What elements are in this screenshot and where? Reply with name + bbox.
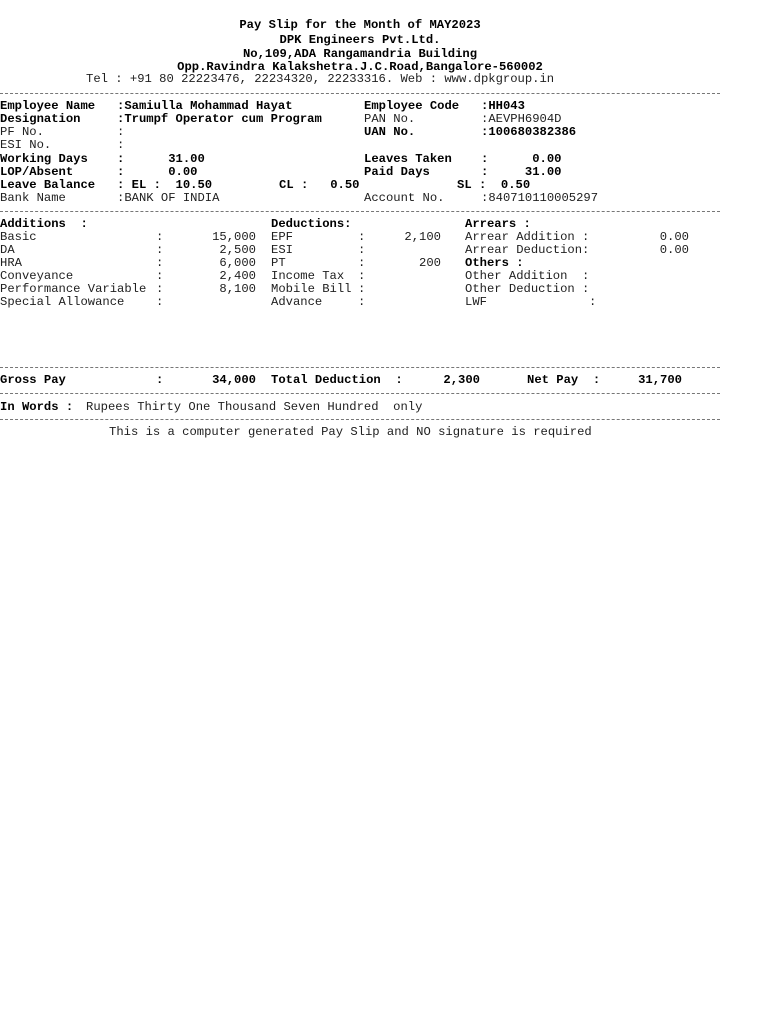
other-deduction-label: Other Deduction : xyxy=(465,282,590,296)
paid-days-label: Paid Days xyxy=(364,165,430,179)
divider xyxy=(0,393,720,394)
arrear-deduction-value: 0.00 xyxy=(659,243,689,257)
working-days-value: : 31.00 xyxy=(117,152,205,166)
cl-balance: CL : 0.50 xyxy=(279,178,360,192)
company-contact: Tel : +91 80 22223476, 22234320, 22233316. Web : www.dpkgroup.in xyxy=(86,72,555,86)
pf-value: : xyxy=(117,125,125,139)
addition-sep: : xyxy=(156,282,164,296)
company-address-line2: Opp.Ravindra Kalakshetra.J.C.Road,Bangalore-560002 xyxy=(177,60,543,74)
addition-label: HRA xyxy=(0,256,22,270)
account-no-value: :840710110005297 xyxy=(481,191,599,205)
footer-note: This is a computer generated Pay Slip and NO signature is required xyxy=(109,425,592,439)
addition-amount: 2,400 xyxy=(219,269,256,283)
uan-value: :100680382386 xyxy=(481,125,577,139)
addition-amount: 15,000 xyxy=(212,230,256,244)
bank-name-label: Bank Name xyxy=(0,191,66,205)
gross-pay-value: 34,000 xyxy=(212,373,256,387)
deduction-amount: 200 xyxy=(419,256,441,270)
deduction-sep: : xyxy=(358,243,366,257)
account-no-label: Account No. xyxy=(364,191,445,205)
deduction-sep: : xyxy=(358,230,366,244)
total-deduction-value: 2,300 xyxy=(443,373,480,387)
addition-sep: : xyxy=(156,269,164,283)
deduction-label: Income Tax xyxy=(271,269,345,283)
addition-label: Basic xyxy=(0,230,37,244)
pf-label: PF No. xyxy=(0,125,44,139)
designation-label: Designation xyxy=(0,112,81,126)
company-name: DPK Engineers Pvt.Ltd. xyxy=(279,33,441,47)
arrears-heading: Arrears : xyxy=(465,217,531,231)
additions-heading: Additions : xyxy=(0,217,88,231)
employee-code-label: Employee Code xyxy=(364,99,460,113)
deductions-heading: Deductions: xyxy=(271,217,352,231)
addition-label: Special Allowance xyxy=(0,295,125,309)
addition-label: DA xyxy=(0,243,15,257)
paid-days-value: : 31.00 xyxy=(481,165,562,179)
deduction-sep: : xyxy=(358,295,366,309)
addition-sep: : xyxy=(156,230,164,244)
addition-amount: 8,100 xyxy=(219,282,256,296)
addition-sep: : xyxy=(156,256,164,270)
esi-label: ESI No. xyxy=(0,138,52,152)
addition-sep: : xyxy=(156,243,164,257)
divider xyxy=(0,93,720,94)
el-balance: : EL : 10.50 xyxy=(117,178,213,192)
employee-name-value: :Samiulla Mohammad Hayat xyxy=(117,99,293,113)
employee-name-label: Employee Name xyxy=(0,99,96,113)
total-deduction-label: Total Deduction : xyxy=(271,373,403,387)
deduction-label: Advance xyxy=(271,295,323,309)
net-pay-label: Net Pay : xyxy=(527,373,601,387)
leave-balance-label: Leave Balance xyxy=(0,178,96,192)
leaves-taken-label: Leaves Taken xyxy=(364,152,452,166)
payslip-title: Pay Slip for the Month of MAY2023 xyxy=(239,18,481,32)
arrear-deduction-label: Arrear Deduction: xyxy=(465,243,590,257)
in-words-value: Rupees Thirty One Thousand Seven Hundred only xyxy=(86,400,423,414)
deduction-label: Mobile Bill xyxy=(271,282,352,296)
lwf-label: LWF xyxy=(465,295,487,309)
deduction-sep: : xyxy=(358,269,366,283)
deduction-label: EPF xyxy=(271,230,293,244)
divider xyxy=(0,211,720,212)
deduction-label: ESI xyxy=(271,243,293,257)
divider xyxy=(0,419,720,420)
deduction-sep: : xyxy=(358,282,366,296)
lop-value: : 0.00 xyxy=(117,165,198,179)
sl-balance: SL : 0.50 xyxy=(457,178,531,192)
lwf-sep: : xyxy=(589,295,597,309)
employee-code-value: :HH043 xyxy=(481,99,525,113)
lop-label: LOP/Absent xyxy=(0,165,74,179)
deduction-sep: : xyxy=(358,256,366,270)
divider xyxy=(0,367,720,368)
gross-pay-label: Gross Pay xyxy=(0,373,66,387)
net-pay-value: 31,700 xyxy=(638,373,682,387)
addition-amount: 6,000 xyxy=(219,256,256,270)
working-days-label: Working Days xyxy=(0,152,88,166)
leaves-taken-value: : 0.00 xyxy=(481,152,562,166)
designation-value: :Trumpf Operator cum Program xyxy=(117,112,322,126)
others-heading: Others : xyxy=(465,256,524,270)
arrear-addition-label: Arrear Addition : xyxy=(465,230,590,244)
gross-pay-sep: : xyxy=(156,373,164,387)
company-address-line1: No,109,ADA Rangamandria Building xyxy=(242,47,478,61)
uan-label: UAN No. xyxy=(364,125,416,139)
deduction-label: PT xyxy=(271,256,286,270)
bank-name-value: :BANK OF INDIA xyxy=(117,191,220,205)
pan-label: PAN No. xyxy=(364,112,416,126)
in-words-label: In Words : xyxy=(0,400,74,414)
pan-value: :AEVPH6904D xyxy=(481,112,562,126)
esi-value: : xyxy=(117,138,125,152)
addition-label: Conveyance xyxy=(0,269,74,283)
addition-amount: 2,500 xyxy=(219,243,256,257)
deduction-amount: 2,100 xyxy=(404,230,441,244)
addition-label: Performance Variable xyxy=(0,282,147,296)
other-addition-label: Other Addition : xyxy=(465,269,590,283)
arrear-addition-value: 0.00 xyxy=(659,230,689,244)
addition-sep: : xyxy=(156,295,164,309)
